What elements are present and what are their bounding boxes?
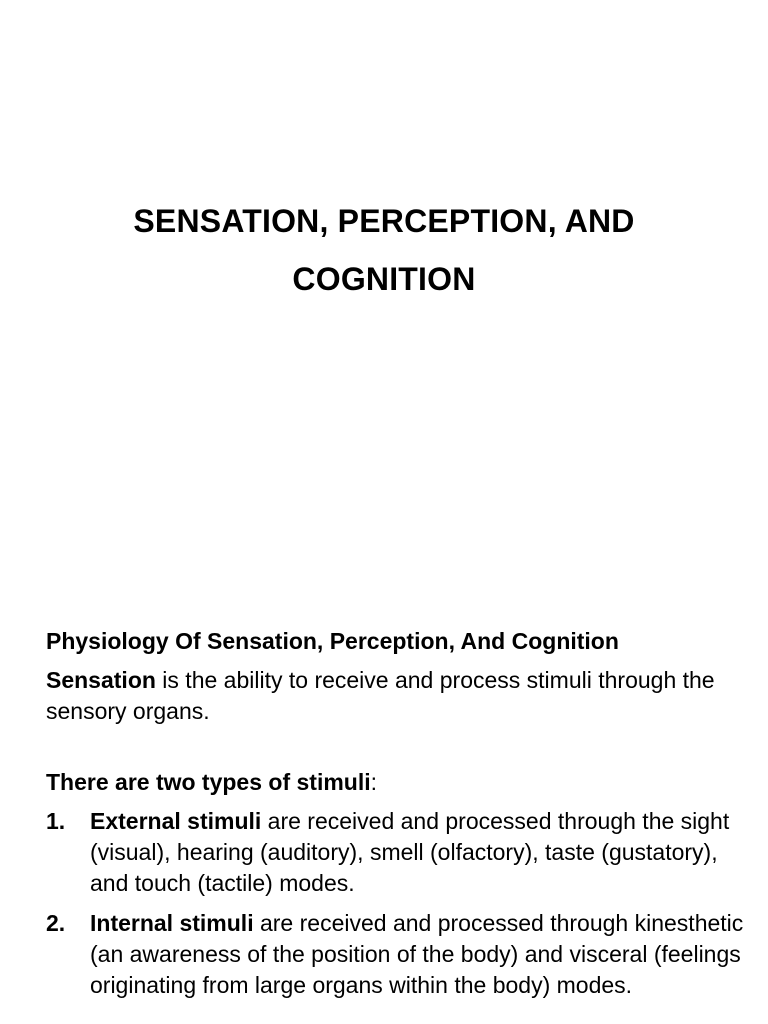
spacer — [46, 727, 746, 767]
slide-title — [0, 192, 768, 308]
title-line-2: COGNITION — [292, 261, 476, 297]
list-item-number: 1. — [46, 808, 66, 834]
list-item-number: 2. — [46, 910, 66, 936]
list-item-text: are received and processed through the sight (visual), hearing (auditory), smell (olfactory), taste (gustatory), and touch (tactile) modes. — [90, 808, 730, 896]
sensation-definition-text: is the ability to receive and process stimuli through the sensory organs. — [46, 667, 715, 724]
list-item — [46, 908, 746, 1001]
sensation-term: Sensation — [46, 667, 156, 693]
list-item-term: External stimuli — [90, 808, 262, 834]
content-body — [46, 626, 746, 1010]
title-line-1: SENSATION, PERCEPTION, AND — [133, 203, 635, 239]
stimuli-intro-label: There are two types of stimuli — [46, 769, 371, 795]
stimuli-intro — [46, 767, 746, 798]
stimuli-list — [46, 806, 746, 1001]
sensation-definition — [46, 665, 746, 727]
stimuli-intro-colon: : — [370, 769, 378, 795]
content-slide — [0, 600, 768, 1024]
section-heading: Physiology Of Sensation, Perception, And Cognition — [46, 628, 619, 654]
list-item — [46, 806, 746, 899]
list-item-text: are received and processed through kinesthetic (an awareness of the position of the body) and visceral (feelings originating from large organs within the body) modes. — [90, 910, 744, 998]
list-item-term: Internal stimuli — [90, 910, 254, 936]
